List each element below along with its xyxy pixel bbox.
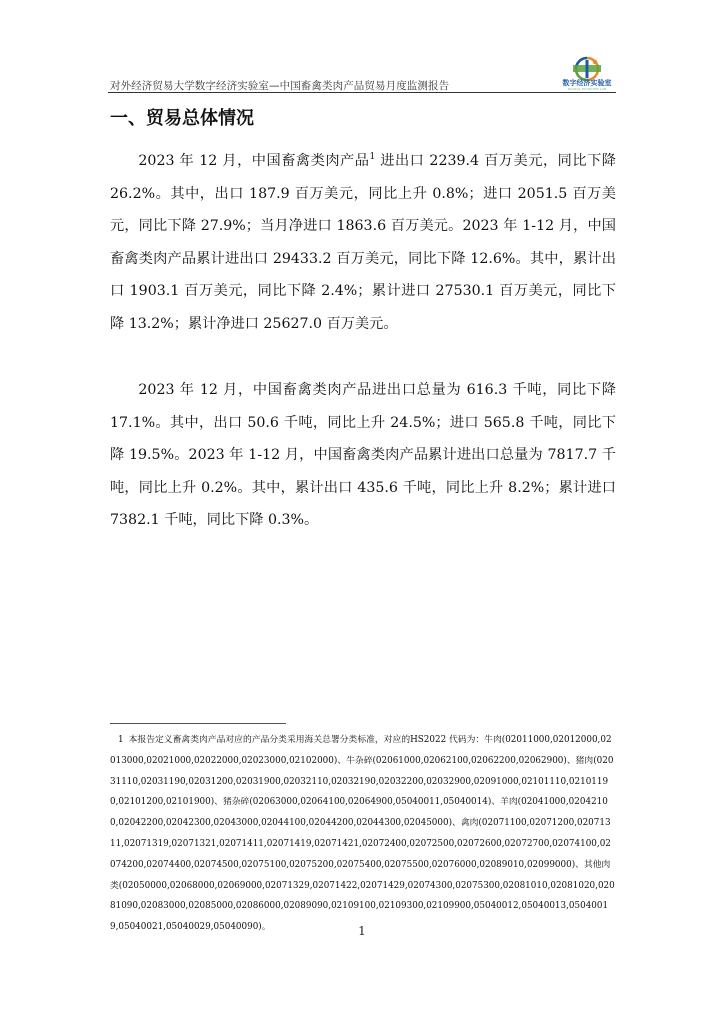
lab-logo-subtext: DIGITAL ECONOMY LAB [567,87,607,91]
footnote-text: 本报告定义畜禽类肉产品对应的产品分类采用海关总署分类标准，对应的HS2022 代码为：牛肉(02011000,02012000,02013000,02021000,02022000,02023000,02102000)、牛杂碎(02061000,02062100,02062200,02062900)、猪肉(02031110,02031190,02031200,02031900,02032110,02032190,02032200,02032900,02091000,02101110,02101190,02101200,02101900)、猪杂碎(02063000,02064100,02064900,05040011,05040014)、羊肉(02041000,02042100,02042200,02042300,02043000,02044100,02044200,02044300,02045000)、禽肉(02071100,02071200,02071311,02071319,02071321,02071411,02071419,02071421,02072400,02072500,02072600,02072700,02074100,02074200,02074400,02074500,02075100,02075200,02075400,02075500,02076000,02089010,02099000)、其他肉类(02050000,02068000,02069000,02071329,02071422,02071429,02074300,02075300,02081010,02081020,02081090,02083000,02085000,02086000,02089090,02109100,02109300,02109900,05040012,05040013,05040019,05040021,05040029,05040090)。 [110,735,615,933]
lab-logo-text: 数字经济实验室 [562,79,612,87]
footnote [110,730,616,938]
footnote-reference[interactable]: 1 [369,152,376,162]
header-title: 对外经济贸易大学数字经济实验室—中国畜禽类肉产品贸易月度监测报告 [110,80,450,92]
section-title: 一、贸易总体情况 [110,108,254,129]
footnote-divider [110,723,286,724]
paragraph-trade-volume: 2023 年 12 月，中国畜禽类肉产品进出口总量为 616.3 千吨，同比下降 17.1%。其中，出口 50.6 千吨，同比上升 24.5%；进口 565.8 千吨，同比下降 19.5%。2023 年 1-12 月，中国畜禽类肉产品累计进出口总量为 7817.7 千吨，同比上升 0.2%。其中，累计出口 435.6 千吨，同比上升 8.2%；累计进口 7382.1 千吨，同比下降 0.3%。 [110,382,616,528]
paragraph-trade-value [110,145,616,340]
header-divider [108,92,616,93]
paragraph-trade-value-start: 2023 年 12 月，中国畜禽类肉产品 [138,153,370,169]
paragraph-trade-value-rest: 进出口 2239.4 百万美元，同比下降 26.2%。其中，出口 187.9 百万美元，同比上升 0.8%；进口 2051.5 百万美元，同比下降 27.9%；当月净进口 1863.6 百万美元。2023 年 1-12 月，中国畜禽类肉产品累计进出口 29433.2 百万美元，同比下降 12.6%。其中，累计出口 1903.1 百万美元，同比下降 2.4%；累计进口 27530.1 百万美元，同比下降 13.2%；累计净进口 25627.0 百万美元。 [110,153,616,332]
footnote-mark: 1 [118,735,124,745]
page-number: 1 [358,924,366,938]
page-header [108,56,616,96]
lab-logo [556,56,618,90]
